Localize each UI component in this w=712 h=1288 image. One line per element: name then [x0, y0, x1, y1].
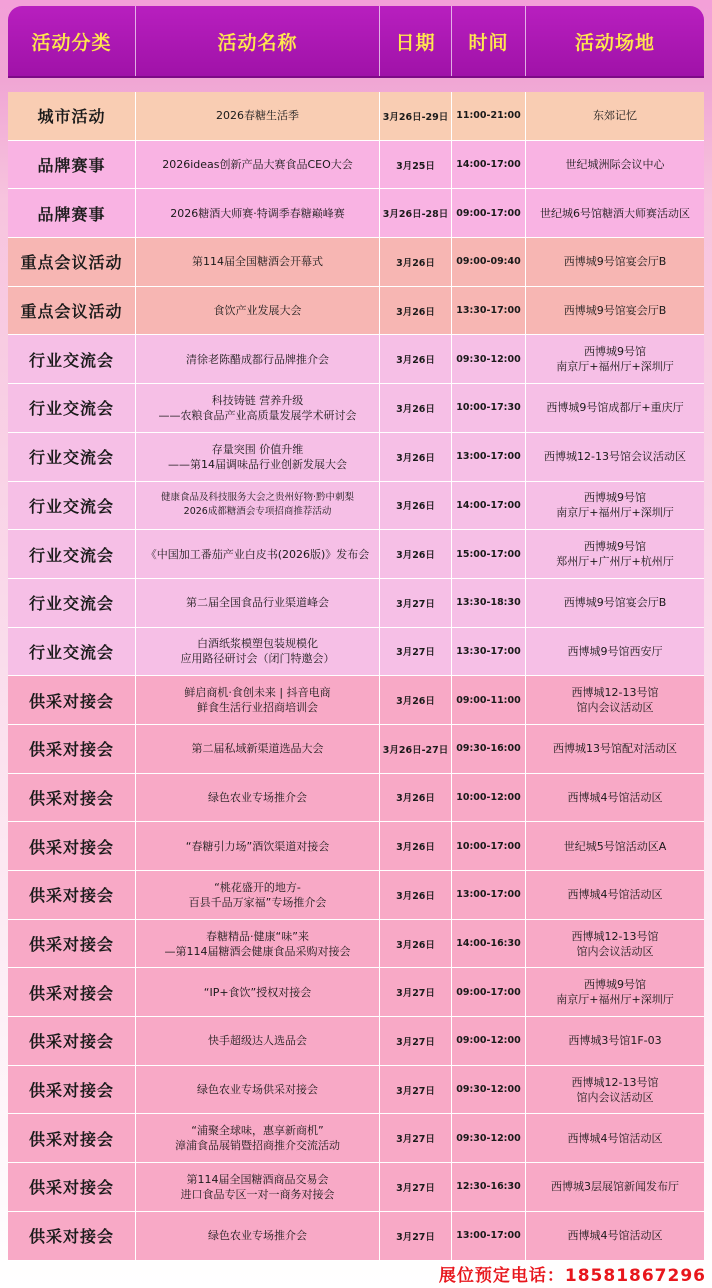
row-category: 行业交流会 [8, 335, 136, 383]
table-row [8, 1163, 704, 1212]
row-time: 13:00-17:00 [452, 433, 526, 481]
row-category: 供采对接会 [8, 725, 136, 773]
row-time: 13:30-17:00 [452, 628, 526, 676]
row-category: 供采对接会 [8, 676, 136, 724]
row-name: 第二届全国食品行业渠道峰会 [136, 579, 380, 627]
row-category: 供采对接会 [8, 1017, 136, 1065]
table-row [8, 92, 704, 141]
table-row [8, 384, 704, 433]
table-row [8, 871, 704, 920]
row-time: 09:00-17:00 [452, 189, 526, 237]
row-venue: 西博城9号馆宴会厅B [526, 238, 704, 286]
row-time: 15:00-17:00 [452, 530, 526, 578]
row-category: 品牌赛事 [8, 141, 136, 189]
row-time: 12:30-16:30 [452, 1163, 526, 1211]
row-date: 3月26日 [380, 774, 452, 822]
row-date: 3月26日 [380, 822, 452, 870]
row-time: 14:00-17:00 [452, 141, 526, 189]
row-venue: 西博城12-13号馆 馆内会议活动区 [526, 920, 704, 968]
row-name: 第114届全国糖酒商品交易会 进口食品专区一对一商务对接会 [136, 1163, 380, 1211]
row-category: 行业交流会 [8, 530, 136, 578]
row-time: 09:00-09:40 [452, 238, 526, 286]
row-category: 重点会议活动 [8, 287, 136, 335]
row-name: 绿色农业专场供采对接会 [136, 1066, 380, 1114]
row-venue: 东郊记忆 [526, 92, 704, 140]
row-date: 3月27日 [380, 1066, 452, 1114]
table-row [8, 968, 704, 1017]
row-name: “桃花盛开的地方- 百县千品万家福”专场推介会 [136, 871, 380, 919]
row-category: 供采对接会 [8, 871, 136, 919]
table-header [8, 6, 704, 76]
row-venue: 西博城9号馆成都厅+重庆厅 [526, 384, 704, 432]
row-time: 13:00-17:00 [452, 871, 526, 919]
row-time: 11:00-21:00 [452, 92, 526, 140]
header-date: 日期 [380, 6, 452, 76]
table-row [8, 1017, 704, 1066]
row-name: 健康食品及科技服务大会之贵州好物·黔中刺梨 2026成都糖酒会专项招商推荐活动 [136, 482, 380, 530]
row-name: “浦聚全球味，惠享新商机” 漳浦食品展销暨招商推介交流活动 [136, 1114, 380, 1162]
row-venue: 西博城3号馆1F-03 [526, 1017, 704, 1065]
row-category: 重点会议活动 [8, 238, 136, 286]
row-date: 3月27日 [380, 968, 452, 1016]
row-venue: 西博城3层展馆新闻发布厅 [526, 1163, 704, 1211]
row-time: 10:00-17:30 [452, 384, 526, 432]
row-date: 3月26日 [380, 530, 452, 578]
row-date: 3月27日 [380, 1163, 452, 1211]
row-category: 行业交流会 [8, 433, 136, 481]
row-time: 09:00-11:00 [452, 676, 526, 724]
row-date: 3月27日 [380, 628, 452, 676]
event-table [8, 92, 704, 1261]
row-venue: 西博城13号馆配对活动区 [526, 725, 704, 773]
row-venue: 西博城9号馆 郑州厅+广州厅+杭州厅 [526, 530, 704, 578]
row-category: 供采对接会 [8, 1066, 136, 1114]
table-row [8, 335, 704, 384]
row-date: 3月26日-27日 [380, 725, 452, 773]
row-name: “春糖引力场”酒饮渠道对接会 [136, 822, 380, 870]
header-category: 活动分类 [8, 6, 136, 76]
table-row [8, 774, 704, 823]
row-category: 行业交流会 [8, 384, 136, 432]
row-date: 3月26日 [380, 482, 452, 530]
row-category: 供采对接会 [8, 920, 136, 968]
row-venue: 西博城9号馆 南京厅+福州厅+深圳厅 [526, 968, 704, 1016]
row-venue: 西博城12-13号馆 馆内会议活动区 [526, 1066, 704, 1114]
row-time: 09:30-16:00 [452, 725, 526, 773]
row-date: 3月26日 [380, 920, 452, 968]
row-name: 2026春糖生活季 [136, 92, 380, 140]
row-category: 行业交流会 [8, 482, 136, 530]
row-date: 3月26日 [380, 335, 452, 383]
table-row [8, 189, 704, 238]
row-venue: 世纪城5号馆活动区A [526, 822, 704, 870]
row-venue: 西博城4号馆活动区 [526, 774, 704, 822]
row-date: 3月26日 [380, 871, 452, 919]
row-name: 第114届全国糖酒会开幕式 [136, 238, 380, 286]
header-venue: 活动场地 [574, 31, 655, 54]
header-name: 活动名称 [136, 6, 380, 76]
row-time: 10:00-17:00 [452, 822, 526, 870]
table-row [8, 579, 704, 628]
table-row [8, 1114, 704, 1163]
row-name: 白酒纸浆模塑包装规模化 应用路径研讨会（闭门特邀会） [136, 628, 380, 676]
row-date: 3月27日 [380, 579, 452, 627]
row-name: 第二届私域新渠道选品大会 [136, 725, 380, 773]
row-time: 14:00-17:00 [452, 482, 526, 530]
row-name: 春糖精品·健康“味”来 —第114届糖酒会健康食品采购对接会 [136, 920, 380, 968]
table-row [8, 1212, 704, 1261]
table-row [8, 725, 704, 774]
table-row [8, 141, 704, 190]
row-time: 13:30-18:30 [452, 579, 526, 627]
row-name: 清徐老陈醋成都行品牌推介会 [136, 335, 380, 383]
row-name: 绿色农业专场推介会 [136, 1212, 380, 1260]
row-date: 3月26日-28日 [380, 189, 452, 237]
row-date: 3月26日 [380, 238, 452, 286]
row-venue: 西博城9号馆 南京厅+福州厅+深圳厅 [526, 482, 704, 530]
table-row [8, 920, 704, 969]
row-time: 09:30-12:00 [452, 1066, 526, 1114]
table-row [8, 1066, 704, 1115]
row-time: 09:00-17:00 [452, 968, 526, 1016]
table-row [8, 287, 704, 336]
row-category: 供采对接会 [8, 1163, 136, 1211]
row-venue: 西博城9号馆西安厅 [526, 628, 704, 676]
row-name: 科技铸链 营养升级 ——农粮食品产业高质量发展学术研讨会 [136, 384, 380, 432]
row-time: 14:00-16:30 [452, 920, 526, 968]
row-name: 鲜启商机·食创未来 | 抖音电商 鲜食生活行业招商培训会 [136, 676, 380, 724]
row-time: 10:00-12:00 [452, 774, 526, 822]
row-venue: 西博城9号馆宴会厅B [526, 579, 704, 627]
row-date: 3月27日 [380, 1114, 452, 1162]
row-time: 09:30-12:00 [452, 335, 526, 383]
row-name: 绿色农业专场推介会 [136, 774, 380, 822]
row-venue: 西博城9号馆宴会厅B [526, 287, 704, 335]
row-time: 09:00-12:00 [452, 1017, 526, 1065]
row-venue: 西博城4号馆活动区 [526, 1212, 704, 1260]
row-category: 城市活动 [8, 92, 136, 140]
row-category: 供采对接会 [8, 1114, 136, 1162]
row-name: 《中国加工番茄产业白皮书(2026版)》发布会 [136, 530, 380, 578]
row-time: 13:30-17:00 [452, 287, 526, 335]
row-date: 3月26日 [380, 433, 452, 481]
row-category: 品牌赛事 [8, 189, 136, 237]
row-venue: 世纪城洲际会议中心 [526, 141, 704, 189]
row-category: 供采对接会 [8, 822, 136, 870]
row-category: 行业交流会 [8, 579, 136, 627]
row-venue: 西博城4号馆活动区 [526, 1114, 704, 1162]
table-row [8, 238, 704, 287]
row-date: 3月27日 [380, 1017, 452, 1065]
table-row [8, 676, 704, 725]
row-category: 供采对接会 [8, 968, 136, 1016]
row-date: 3月26日 [380, 676, 452, 724]
row-venue: 西博城9号馆 南京厅+福州厅+深圳厅 [526, 335, 704, 383]
row-category: 供采对接会 [8, 774, 136, 822]
row-category: 行业交流会 [8, 628, 136, 676]
row-date: 3月27日 [380, 1212, 452, 1260]
row-name: 2026糖酒大师赛·特调季春糖巅峰赛 [136, 189, 380, 237]
row-time: 09:30-12:00 [452, 1114, 526, 1162]
row-date: 3月26日 [380, 384, 452, 432]
table-row [8, 482, 704, 531]
table-row [8, 530, 704, 579]
booking-phone: 展位预定电话：18581867296 [438, 1266, 706, 1286]
row-venue: 世纪城6号馆糖酒大师赛活动区 [526, 189, 704, 237]
row-date: 3月26日-29日 [380, 92, 452, 140]
header-time: 时间 [452, 6, 526, 76]
row-name: “IP+食饮”授权对接会 [136, 968, 380, 1016]
row-name: 2026ideas创新产品大赛食品CEO大会 [136, 141, 380, 189]
row-name: 快手超级达人选品会 [136, 1017, 380, 1065]
row-category: 供采对接会 [8, 1212, 136, 1260]
row-name: 食饮产业发展大会 [136, 287, 380, 335]
row-venue: 西博城12-13号馆会议活动区 [526, 433, 704, 481]
row-name: 存量突围 价值升维 ——第14届调味品行业创新发展大会 [136, 433, 380, 481]
table-row [8, 628, 704, 677]
row-date: 3月25日 [380, 141, 452, 189]
row-venue: 西博城12-13号馆 馆内会议活动区 [526, 676, 704, 724]
row-time: 13:00-17:00 [452, 1212, 526, 1260]
row-date: 3月26日 [380, 287, 452, 335]
table-row [8, 433, 704, 482]
row-venue: 西博城4号馆活动区 [526, 871, 704, 919]
table-row [8, 822, 704, 871]
